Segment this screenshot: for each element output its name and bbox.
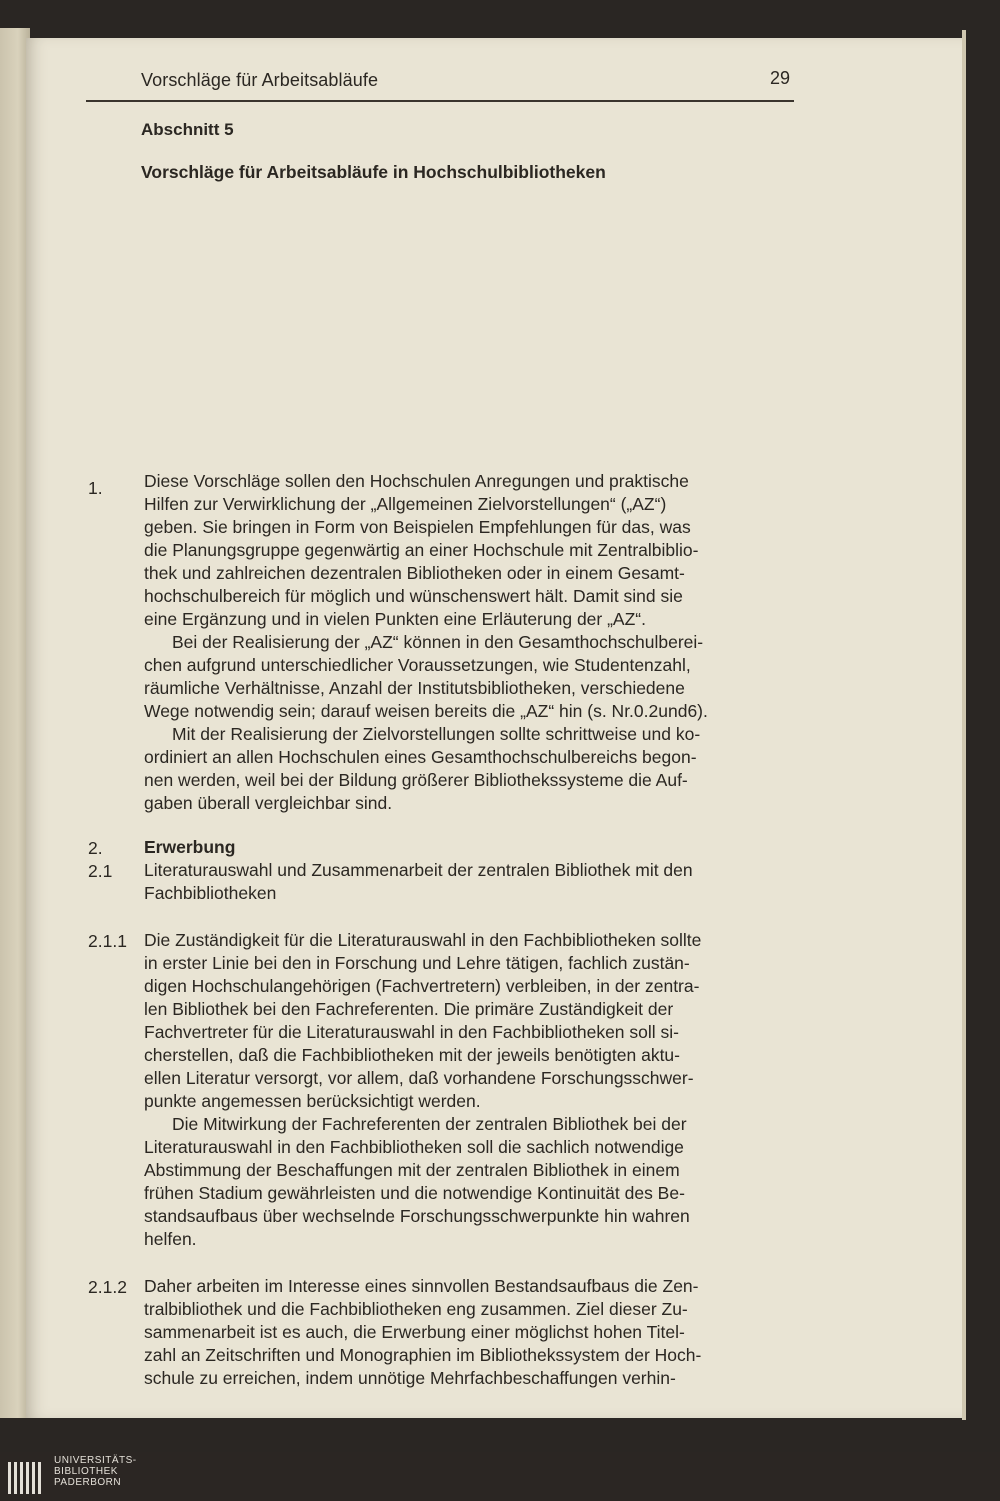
text-line: punkte angemessen berücksichtigt werden.	[144, 1091, 481, 1111]
logo-line: PADERBORN	[54, 1477, 122, 1488]
section-title: Vorschläge für Arbeitsabläufe in Hochschulbibliotheken	[141, 162, 606, 182]
section-label: Abschnitt 5	[141, 120, 234, 139]
header-rule	[86, 100, 794, 102]
text-line: Fachvertreter für die Literaturauswahl in den Fachbibliotheken soll si-	[144, 1022, 679, 1042]
text-line: Bei der Realisierung der „AZ“ können in den Gesamthochschulberei-	[172, 632, 704, 652]
text-line: gaben überall vergleichbar sind.	[144, 793, 393, 813]
text-line: ordiniert an allen Hochschulen eines Gesamthochschulbereichs begon-	[144, 747, 697, 767]
text-line: nen werden, weil bei der Bildung größerer Bibliothekssysteme die Auf-	[144, 770, 688, 790]
text-line: ellen Literatur versorgt, vor allem, daß vorhandene Forschungsschwer-	[144, 1068, 694, 1088]
section-heading: Erwerbung	[144, 837, 236, 857]
text-line: Abstimmung der Beschaffungen mit der zentralen Bibliothek in einem	[144, 1160, 680, 1180]
text-line: Wege notwendig sein; darauf weisen bereits die „AZ“ hin (s. Nr.0.2und6).	[144, 701, 708, 721]
library-logo-text	[54, 1455, 137, 1488]
subsection-heading: Fachbibliotheken	[144, 883, 277, 903]
para-number-2-1-2: 2.1.2	[88, 1277, 127, 1297]
text-line: len Bibliothek bei den Fachreferenten. Die primäre Zuständigkeit der	[144, 999, 674, 1019]
text-line: zahl an Zeitschriften und Monographien im Bibliothekssystem der Hoch-	[144, 1345, 702, 1365]
text-line: Die Zuständigkeit für die Literaturauswahl in den Fachbibliotheken sollte	[144, 930, 702, 950]
text-line: die Planungsgruppe gegenwärtig an einer Hochschule mit Zentralbiblio-	[144, 540, 699, 560]
text-line: Diese Vorschläge sollen den Hochschulen Anregungen und praktische	[144, 471, 689, 491]
text-line: digen Hochschulangehörigen (Fachvertretern) verbleiben, in der zentra-	[144, 976, 700, 996]
section-number-2: 2.	[88, 838, 103, 858]
para-number-1: 1.	[88, 478, 103, 498]
subsection-number: 2.1	[88, 861, 113, 881]
text-line: eine Ergänzung und in vielen Punkten eine Erläuterung der „AZ“.	[144, 609, 646, 629]
text-line: cherstellen, daß die Fachbibliotheken mit der jeweils benötigten aktu-	[144, 1045, 680, 1065]
page-number: 29	[770, 68, 791, 88]
text-line: räumliche Verhältnisse, Anzahl der Institutsbibliotheken, verschiedene	[144, 678, 685, 698]
text-line: Daher arbeiten im Interesse eines sinnvollen Bestandsaufbaus die Zen-	[144, 1276, 699, 1296]
text-line: schule zu erreichen, indem unnötige Mehrfachbeschaffungen verhin-	[144, 1368, 676, 1388]
subsection-heading: Literaturauswahl und Zusammenarbeit der zentralen Bibliothek mit den	[144, 860, 693, 880]
text-line: Mit der Realisierung der Zielvorstellungen sollte schrittweise und ko-	[172, 724, 701, 744]
para-number-2-1-1: 2.1.1	[88, 931, 127, 951]
library-logo-icon	[6, 1458, 46, 1498]
text-line: Literaturauswahl in den Fachbibliotheken soll die sachlich notwendige	[144, 1137, 684, 1157]
text-line: hochschulbereich für möglich und wünschenswert hält. Damit sind sie	[144, 586, 683, 606]
text-line: geben. Sie bringen in Form von Beispielen Empfehlungen für das, was	[144, 517, 691, 537]
text-line: helfen.	[144, 1229, 197, 1249]
text-line: Die Mitwirkung der Fachreferenten der zentralen Bibliothek bei der	[172, 1114, 687, 1134]
text-line: thek und zahlreichen dezentralen Bibliotheken oder in einem Gesamt-	[144, 563, 685, 583]
text-line: chen aufgrund unterschiedlicher Voraussetzungen, wie Studentenzahl,	[144, 655, 691, 675]
text-line: frühen Stadium gewährleisten und die notwendige Kontinuität des Be-	[144, 1183, 685, 1203]
logo-line: BIBLIOTHEK	[54, 1466, 118, 1477]
logo-line: UNIVERSITÄTS-	[54, 1455, 137, 1466]
text-line: in erster Linie bei den in Forschung und Lehre tätigen, fachlich zustän-	[144, 953, 690, 973]
page-stack-edge	[962, 30, 966, 1420]
text-line: standsaufbaus über wechselnde Forschungsschwerpunkte hin wahren	[144, 1206, 690, 1226]
text-line: Hilfen zur Verwirklichung der „Allgemeinen Zielvorstellungen“ („AZ“)	[144, 494, 667, 514]
text-line: sammenarbeit ist es auch, die Erwerbung einer möglichst hohen Titel-	[144, 1322, 685, 1342]
text-line: tralbibliothek und die Fachbibliotheken eng zusammen. Ziel dieser Zu-	[144, 1299, 688, 1319]
footer-bar	[0, 1452, 1000, 1501]
running-head: Vorschläge für Arbeitsabläufe	[141, 70, 379, 90]
